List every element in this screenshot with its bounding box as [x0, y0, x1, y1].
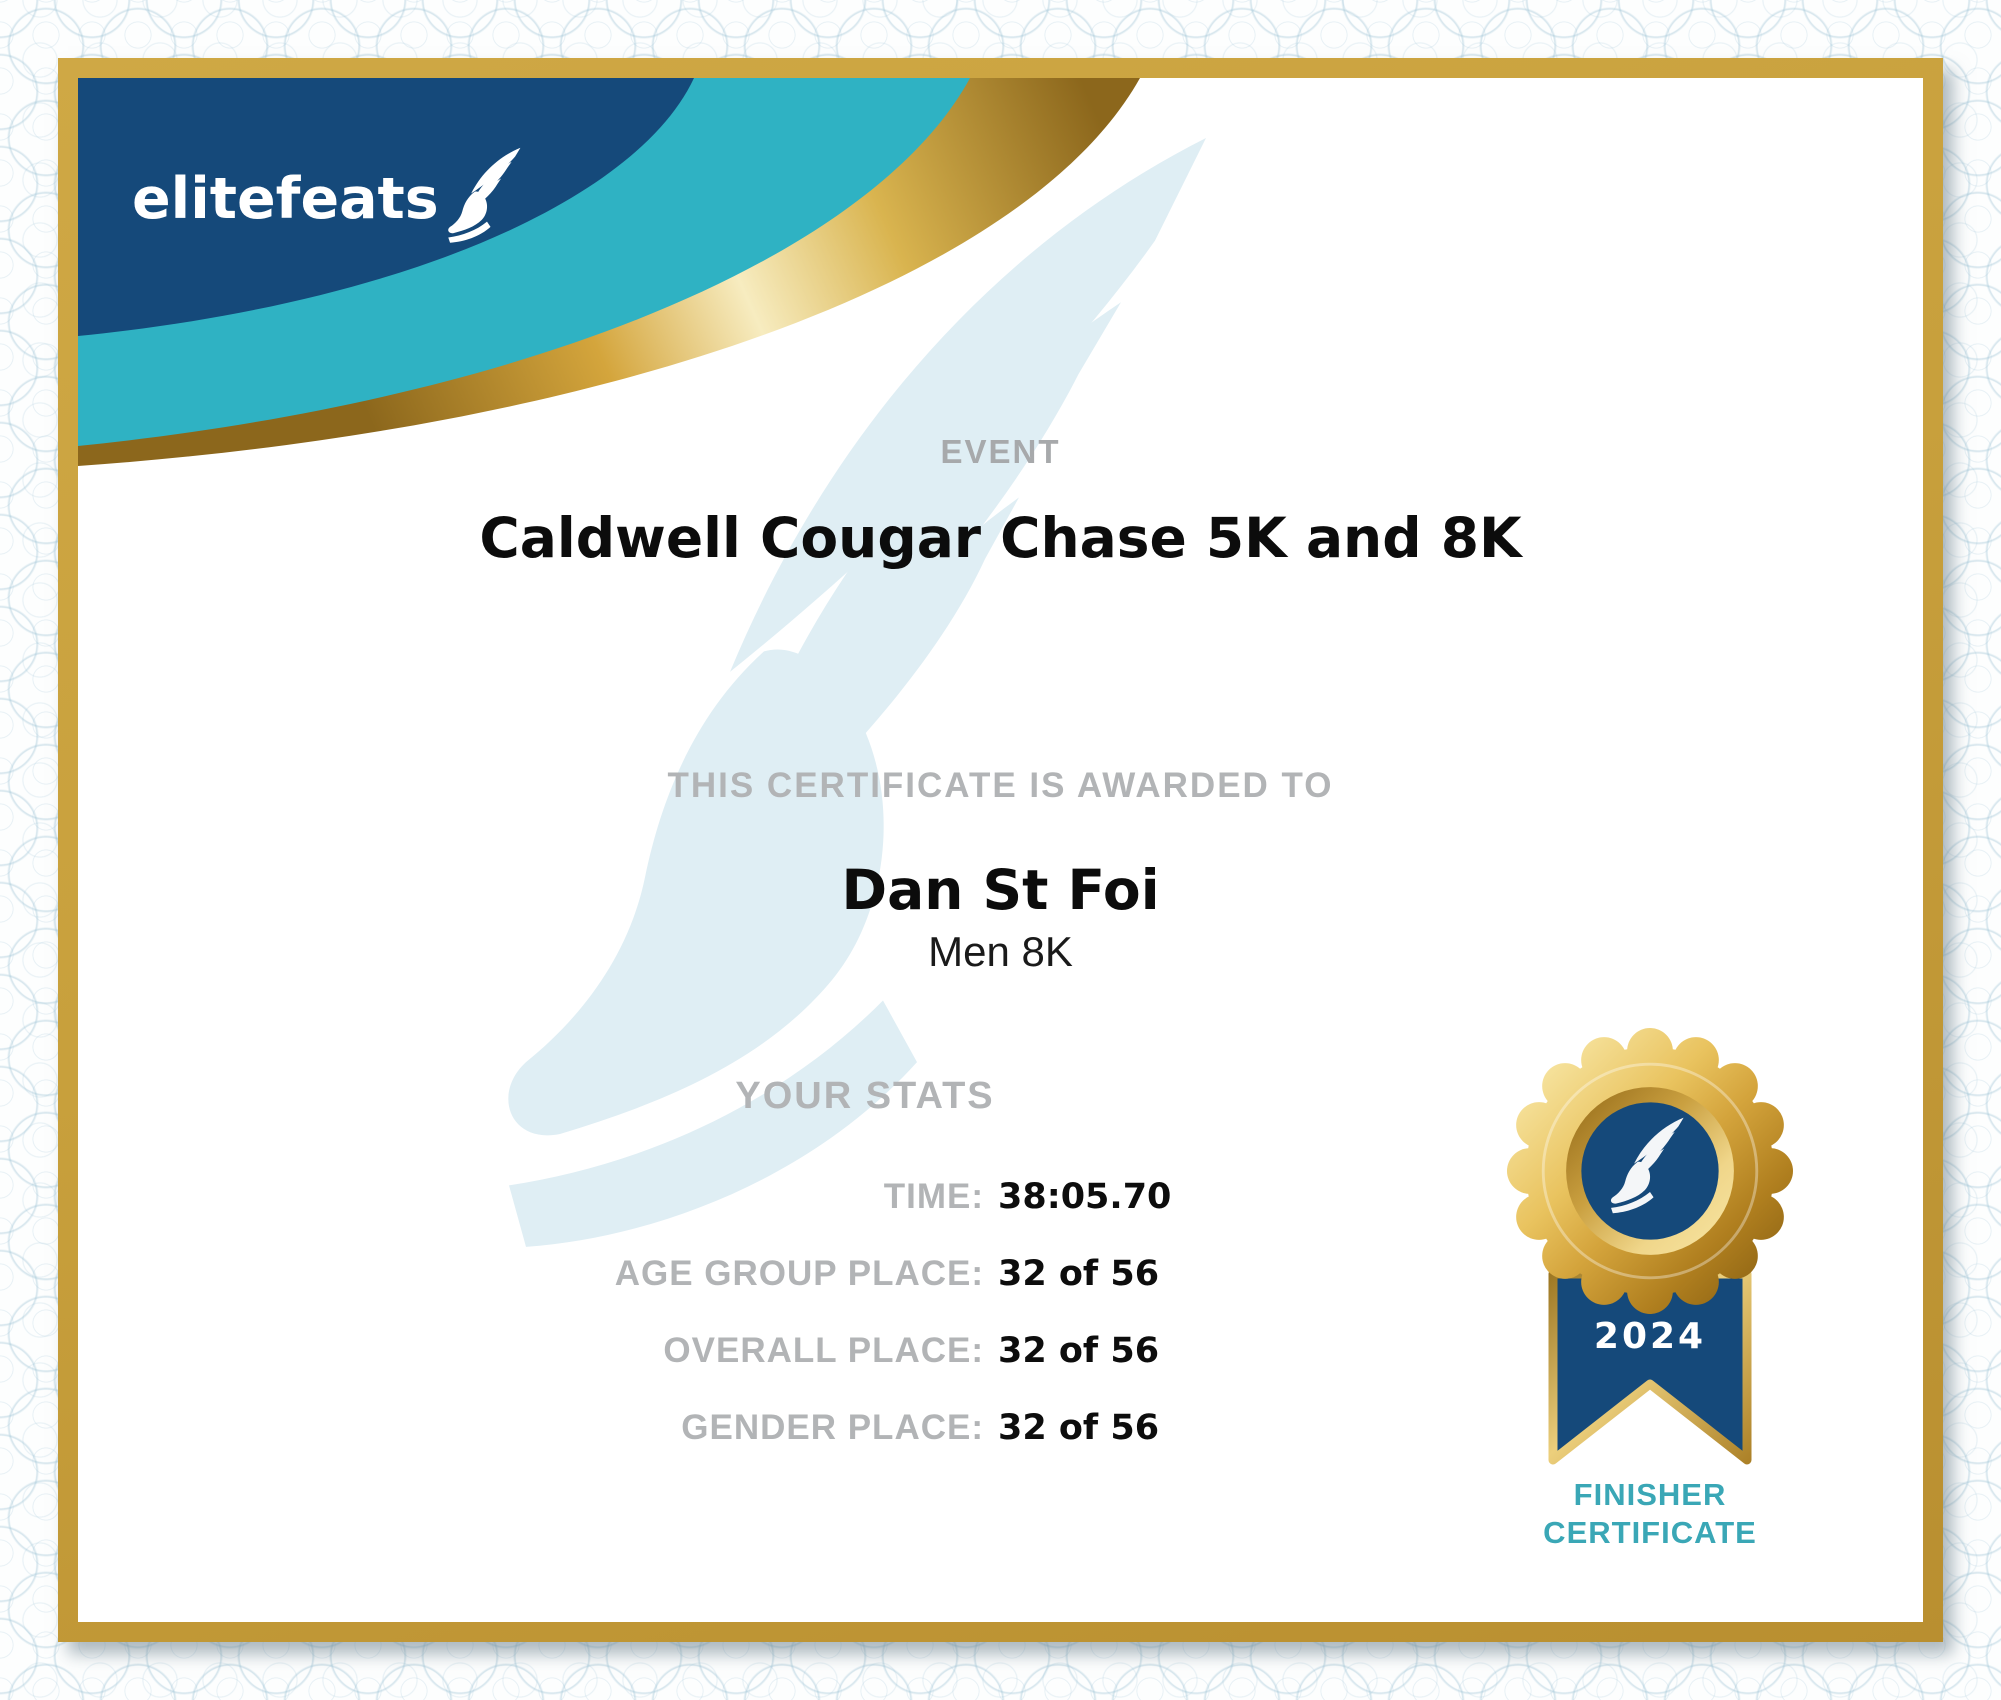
stats-list — [424, 1158, 1171, 1466]
header-swoosh — [78, 78, 1168, 488]
badge-rosette — [1507, 1028, 1793, 1314]
stat-value: 32 of 56 — [998, 1254, 1160, 1294]
brand-logo-text: elitefeats — [132, 166, 439, 232]
gold-frame — [58, 58, 1943, 1642]
recipient-name: Dan St Foi — [841, 858, 1160, 922]
stat-row-overall-place — [424, 1312, 1171, 1389]
certificate-body — [78, 78, 1923, 1622]
badge-year: 2024 — [1593, 1316, 1707, 1357]
stat-row-age-group-place — [424, 1235, 1171, 1312]
stat-label: GENDER PLACE: — [681, 1408, 984, 1447]
awarded-to-label: THIS CERTIFICATE IS AWARDED TO — [667, 766, 1334, 805]
badge-caption-line1: FINISHER — [1573, 1477, 1727, 1512]
stats-heading: YOUR STATS — [735, 1075, 995, 1117]
stat-label: TIME: — [883, 1177, 984, 1216]
division-label: Men 8K — [928, 928, 1073, 975]
stat-value: 32 of 56 — [998, 1408, 1160, 1448]
stat-value: 38:05.70 — [998, 1177, 1172, 1217]
stat-value: 32 of 56 — [998, 1331, 1160, 1371]
stat-label: OVERALL PLACE: — [663, 1331, 984, 1370]
stat-row-gender-place — [424, 1389, 1171, 1466]
winged-foot-icon — [443, 140, 531, 254]
event-label: EVENT — [940, 433, 1061, 470]
brand-logo — [132, 164, 531, 278]
stat-row-time — [424, 1158, 1171, 1235]
event-name: Caldwell Cougar Chase 5K and 8K — [479, 506, 1522, 570]
stat-label: AGE GROUP PLACE: — [614, 1254, 984, 1293]
badge-caption — [1543, 1476, 1757, 1552]
badge-caption-line2: CERTIFICATE — [1543, 1515, 1757, 1550]
